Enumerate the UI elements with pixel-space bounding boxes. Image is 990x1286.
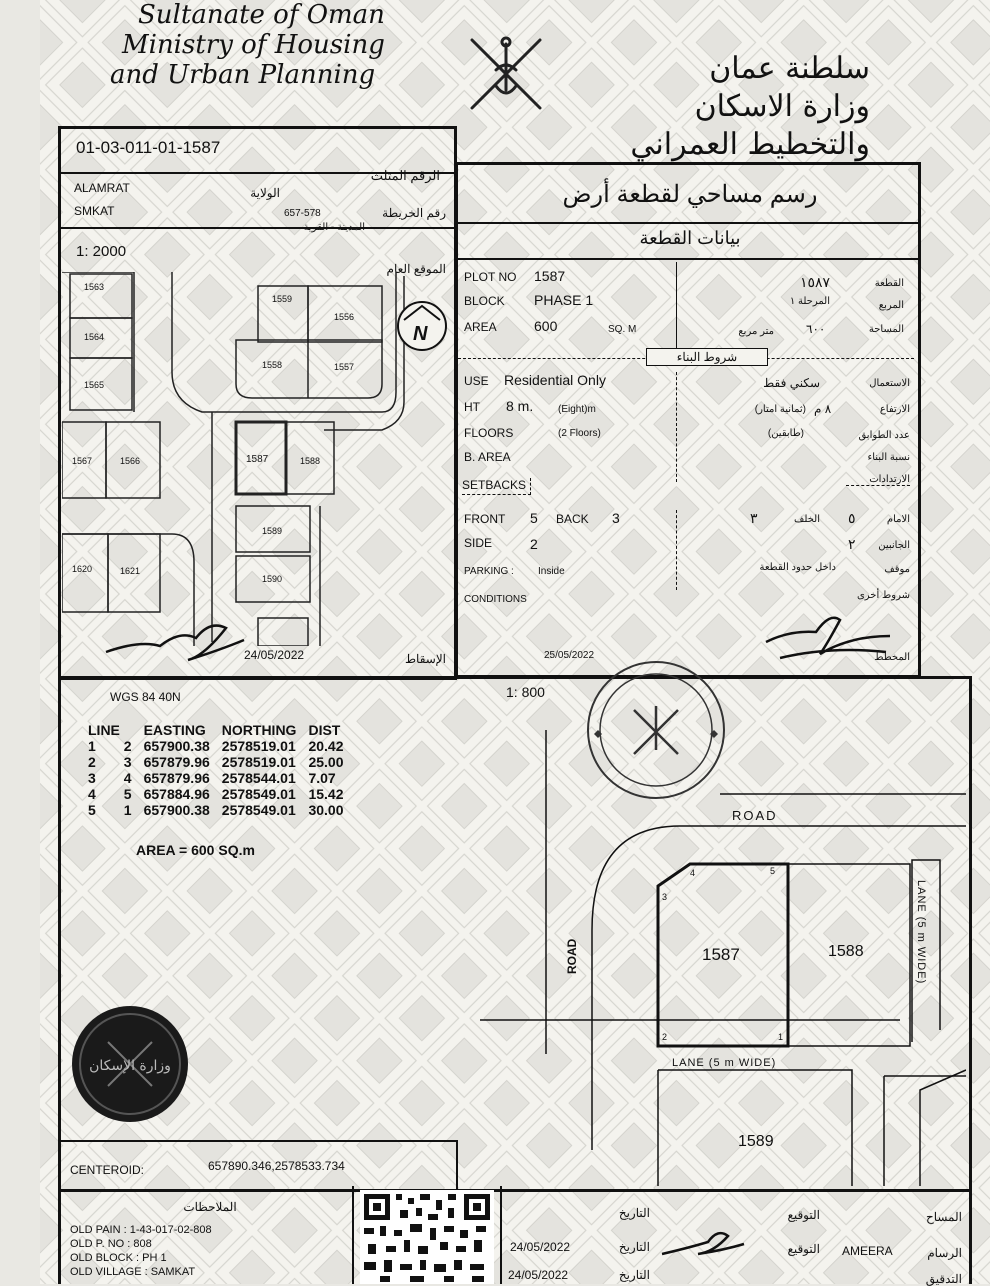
drafter-label-ar: الرسام	[927, 1246, 962, 1260]
svg-text:1567: 1567	[72, 456, 93, 466]
corner-label: 2	[662, 1032, 668, 1042]
floors-label-ar: عدد الطوابق	[858, 430, 910, 441]
height-words: (Eight)m	[558, 404, 596, 415]
front-value-ar: ٥	[848, 510, 856, 526]
column-header: DIST	[308, 722, 341, 738]
document-title-ar: رسم مساحي لقطعة أرض	[562, 181, 818, 208]
height-value: 8 m.	[506, 398, 534, 414]
plot-data-date: 25/05/2022	[544, 650, 595, 661]
block-label: BLOCK	[464, 294, 505, 308]
table-row	[82, 754, 350, 770]
table-cell: 2578549.01	[221, 802, 296, 818]
lane-label: LANE (5 m WIDE)	[672, 1057, 777, 1069]
front-value: 5	[530, 510, 538, 526]
centroid-label: CENTEROID:	[70, 1163, 145, 1177]
table-cell: 3	[88, 770, 96, 786]
height-value-ar: ٨ م	[814, 402, 832, 416]
plot-no-label-ar: القطعة	[874, 278, 904, 289]
building-area-label-ar: نسبة البناء	[867, 452, 910, 463]
floors-value-ar: (طابقين)	[767, 428, 804, 439]
svg-text:1588: 1588	[300, 456, 321, 466]
table-cell: 657884.96	[143, 786, 210, 802]
side-label: SIDE	[464, 536, 493, 550]
setbacks-label-ar: الارتدادات	[846, 474, 910, 486]
area-label: AREA	[464, 320, 497, 334]
road-label: ROAD	[732, 808, 778, 823]
svg-text:1590: 1590	[262, 574, 283, 584]
parking-label-ar: موقف	[884, 564, 910, 575]
use-label: USE	[464, 374, 489, 388]
audit-date: 24/05/2022	[508, 1268, 569, 1282]
corner-label: 4	[690, 868, 696, 878]
map-number-label-ar: رقم الخريطة	[382, 206, 446, 220]
area-unit-ar: متر مربع	[738, 326, 774, 337]
table-row	[82, 738, 350, 754]
total-area: AREA = 600 SQ.m	[136, 842, 255, 858]
table-cell: 1	[123, 802, 132, 818]
table-cell: 2578519.01	[221, 754, 296, 770]
table-row	[82, 770, 350, 786]
column-header: EASTING	[143, 722, 206, 738]
building-conditions-label-ar: شروط البناء	[646, 348, 768, 366]
general-location-label-ar: الموقع العام	[386, 262, 446, 276]
table-cell: 30.00	[308, 802, 344, 818]
divider	[455, 222, 918, 224]
location-date: 24/05/2022	[244, 648, 305, 662]
column-header: LINE	[88, 722, 120, 738]
header-ar-line: والتخطيط العمراني	[630, 127, 870, 162]
location-scale: 1: 2000	[76, 243, 127, 260]
header-ar-line: سلطنة عمان	[709, 51, 870, 86]
table-cell: 25.00	[308, 754, 344, 770]
ministry-seal	[582, 658, 730, 802]
table-cell: 4	[123, 770, 132, 786]
old-block: OLD BLOCK : PH 1	[70, 1252, 167, 1264]
use-value-ar: سكني فقط	[763, 376, 820, 390]
wilayat-label-ar: الولاية	[250, 186, 280, 200]
table-cell: 1	[88, 738, 96, 754]
back-label: BACK	[556, 512, 589, 526]
road-label: ROAD	[565, 938, 579, 974]
use-value: Residential Only	[504, 372, 606, 388]
corner-label: 3	[662, 892, 668, 902]
svg-text:1558: 1558	[262, 360, 283, 370]
front-label-ar: الامام	[886, 514, 910, 525]
plan-number-label-ar: الرقم المثلث	[370, 168, 440, 183]
header-ar-line: وزارة الاسكان	[694, 89, 870, 124]
audit-label-ar: التدقيق	[925, 1272, 962, 1286]
plot-number: 1589	[738, 1133, 774, 1150]
table-cell: 657900.38	[143, 738, 210, 754]
table-row	[82, 786, 350, 802]
old-pain: OLD PAIN : 1-43-017-02-808	[70, 1224, 212, 1236]
svg-text:1589: 1589	[262, 526, 283, 536]
corner-label: 1	[778, 1032, 784, 1042]
plot-no-value-ar: ١٥٨٧	[800, 274, 831, 290]
svg-text:1587: 1587	[246, 454, 269, 465]
side-label-ar: الجانبين	[878, 540, 910, 551]
height-label: HT	[464, 400, 480, 414]
coordinates-table	[82, 722, 350, 818]
divider	[352, 1186, 354, 1284]
building-area-label: B. AREA	[464, 450, 511, 464]
table-cell: 657900.38	[143, 802, 210, 818]
ministry-name-ar	[630, 50, 870, 164]
signature-mark	[100, 610, 250, 670]
projection-label-ar: الإسقاط	[404, 652, 446, 666]
divider	[500, 1186, 502, 1284]
table-cell: 20.42	[308, 738, 344, 754]
centroid-value: 657890.346,2578533.734	[208, 1159, 345, 1173]
setbacks-label: SETBACKS	[462, 478, 531, 495]
svg-text:1565: 1565	[84, 380, 105, 390]
back-value-ar: ٣	[750, 510, 758, 526]
table-cell: 2	[123, 738, 132, 754]
table-cell: 4	[88, 786, 96, 802]
block-value: PHASE 1	[534, 292, 594, 308]
old-plot-no: OLD P. NO : 808	[70, 1238, 152, 1250]
conditions-label-ar: شروط أخرى	[856, 590, 910, 601]
side-value: 2	[530, 536, 538, 552]
divider	[676, 372, 677, 482]
table-header-row	[82, 722, 350, 738]
plot-no-value: 1587	[534, 268, 566, 284]
drafting-date: 24/05/2022	[510, 1240, 571, 1254]
area-value: 600	[534, 318, 558, 334]
table-cell: 3	[123, 754, 132, 770]
wilayat-value: ALAMRAT	[74, 181, 130, 195]
parking-value-ar: داخل حدود القطعة	[759, 562, 836, 573]
block-value-ar: المرحلة ١	[789, 296, 830, 307]
svg-text:1566: 1566	[120, 456, 141, 466]
date-label-ar: التاريخ	[618, 1268, 650, 1282]
front-label: FRONT	[464, 512, 506, 526]
area-label-ar: المساحة	[868, 324, 904, 335]
side-value-ar: ٢	[848, 536, 856, 552]
back-label-ar: الخلف	[794, 514, 820, 525]
location-map	[62, 272, 450, 646]
header-en-line: Sultanate of Oman	[138, 0, 385, 30]
table-row	[82, 802, 350, 818]
svg-text:1556: 1556	[334, 312, 355, 322]
table-cell: 2578519.01	[221, 738, 296, 754]
column-header: NORTHING	[221, 722, 297, 738]
header-en-line: Ministry of Housing	[122, 30, 385, 60]
date-label-ar: التاريخ	[618, 1206, 650, 1220]
survey-scale: 1: 800	[506, 684, 545, 700]
drafter-name: AMEERA	[842, 1244, 893, 1258]
oman-emblem-icon	[462, 30, 550, 116]
height-label-ar: الارتفاع	[879, 404, 910, 415]
old-village: OLD VILLAGE : SAMKAT	[70, 1266, 196, 1278]
date-label-ar: التاريخ	[618, 1240, 650, 1254]
signature-mark	[658, 1224, 748, 1260]
plot-no-label: PLOT NO	[464, 270, 517, 284]
svg-text:1564: 1564	[84, 332, 105, 342]
parking-label: PARKING :	[464, 566, 514, 577]
table-cell: 2	[88, 754, 96, 770]
plot-number: 1588	[828, 943, 864, 960]
divider	[676, 262, 677, 350]
svg-text:N: N	[413, 323, 428, 345]
svg-text:1559: 1559	[272, 294, 293, 304]
use-label-ar: الاستعمال	[869, 378, 910, 389]
height-words-ar: (ثمانية امتار)	[754, 404, 806, 415]
table-cell: 5	[88, 802, 96, 818]
block-label-ar: المربع	[878, 300, 904, 311]
notes-label-ar: الملاحظات	[183, 1200, 237, 1214]
svg-text:1621: 1621	[120, 566, 141, 576]
area-value-ar: ٦٠٠	[806, 322, 826, 336]
floors-label: FLOORS	[464, 426, 514, 440]
table-cell: 2578544.01	[221, 770, 296, 786]
qr-code	[360, 1190, 494, 1284]
map-number: 657-578	[284, 208, 321, 219]
divider	[455, 258, 918, 260]
table-cell: 15.42	[308, 786, 344, 802]
signature-label-ar: التوقيع	[787, 1208, 820, 1222]
planner-label-ar: المخطط	[874, 652, 910, 663]
svg-text:1557: 1557	[334, 362, 355, 372]
table-cell: 657879.96	[143, 770, 210, 786]
table-cell: 2578549.01	[221, 786, 296, 802]
surveyor-label-ar: المساح	[925, 1210, 962, 1224]
svg-text:1620: 1620	[72, 564, 93, 574]
svg-text:1563: 1563	[84, 282, 105, 292]
ministry-stamp	[68, 1004, 194, 1126]
signature-label-ar: التوقيع	[787, 1242, 820, 1256]
plot-data-title-ar: بيانات القطعة	[639, 228, 741, 248]
area-unit: SQ. M	[608, 324, 637, 335]
divider	[676, 510, 677, 590]
table-cell: 7.07	[308, 770, 336, 786]
plot-number: 1587	[702, 945, 740, 964]
table-cell: 657879.96	[143, 754, 210, 770]
corner-label: 5	[770, 866, 776, 876]
conditions-label: CONDITIONS	[464, 594, 527, 605]
floors-value: (2 Floors)	[558, 428, 601, 439]
plan-number: 01-03-011-01-1587	[76, 138, 221, 157]
village-value: SMKAT	[74, 204, 115, 218]
ministry-name-en	[110, 0, 410, 90]
village-label-ar: المدينة - القرية	[303, 222, 365, 233]
header-en-line: and Urban Planning	[110, 60, 376, 90]
stamp-text: وزارة الإسكان	[89, 1058, 171, 1074]
table-cell: 5	[123, 786, 132, 802]
parking-value: Inside	[538, 566, 565, 577]
datum-label: WGS 84 40N	[110, 690, 181, 704]
back-value: 3	[612, 510, 620, 526]
lane-label: LANE (5 m WIDE)	[915, 880, 927, 985]
